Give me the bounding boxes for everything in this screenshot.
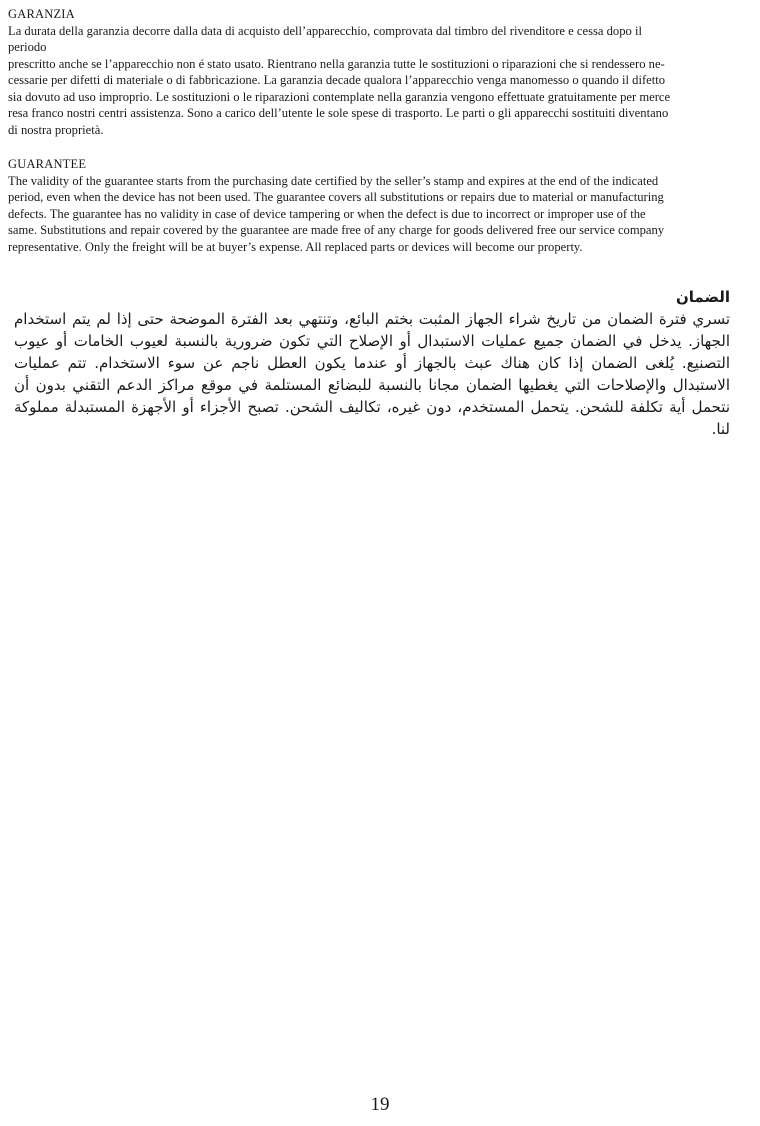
page-number: 19 [370,1094,390,1115]
arabic-paragraph: تسري فترة الضمان من تاريخ شراء الجهاز المثبت بختم البائع، وتنتهي بعد الفترة الموضحة حتى إذا لم يتم استخدام الجهاز. يدخل في الضمان جميع عمليات الاستبدال أو الإصلاح التي تكون ضرورية بالنسبة لعيوب الخامات أو عيوب التصنيع. يُلغى الضمان إذا كان هناك عبث بالجهاز أو عندما يكون العطل ناجم عن سوء الاستخدام. تتم عمليات الاستبدال والإصلاحات التي يغطيها الضمان مجانا بالنسبة للبضائع المستلمة في موقع مراكز الدعم التقني بدون أن نتحمل أية تكلفة للشحن. يتحمل المستخدم، دون غيره، تكاليف الشحن. تصبح الأجزاء أو الأجهزة المستبدلة مملوكة لنا. [14,310,730,438]
italian-heading: GARANZIA [8,7,75,21]
italian-line: periodo [8,40,47,54]
arabic-heading: الضمان [675,288,730,306]
italian-paragraph [8,23,736,139]
english-line: The validity of the guarantee starts from the purchasing date certified by the seller’s stamp and expires at the end of the indicated [8,173,659,188]
italian-line: resa franco nostri centri assistenza. Sono a carico dell’utente le sole spese di trasporto. Le parti o gli apparecchi sostituiti diventano [8,106,669,120]
english-line: same. Substitutions and repair covered by the guarantee are made free of any charge for goods delivered free our service company [8,223,665,237]
italian-warranty-section [8,6,736,138]
italian-line: di nostra proprietà. [8,122,104,137]
english-guarantee-section [8,156,736,255]
italian-line: prescritto anche se l’apparecchio non é stato usato. Rientrano nella garanzia tutte le sostituzioni o riparazioni che si rendessero ne- [8,56,665,71]
english-line: period, even when the device has not been used. The guarantee covers all substitutions or repairs due to material or manufacturing [8,190,664,204]
italian-line: cessarie per difetti di materiale o di fabbricazione. La garanzia decade qualora l’apparecchio venga manomesso o quando il difetto [8,73,666,87]
arabic-guarantee-section [14,286,730,440]
english-line: defects. The guarantee has no validity in case of device tampering or when the defect is due to incorrect or improper use of the [8,206,646,221]
english-heading: GUARANTEE [8,157,87,171]
italian-line: La durata della garanzia decorre dalla data di acquisto dell’apparecchio, comprovata dal timbro del rivenditore e cessa dopo il [8,23,642,38]
english-line: representative. Only the freight will be at buyer’s expense. All replaced parts or devices will become our property. [8,239,583,254]
english-paragraph [8,173,736,256]
italian-line: sia dovuto ad uso improprio. Le sostituzioni o le riparazioni contemplate nella garanzia vengono effettuate gratuitamente per merce [8,89,671,104]
